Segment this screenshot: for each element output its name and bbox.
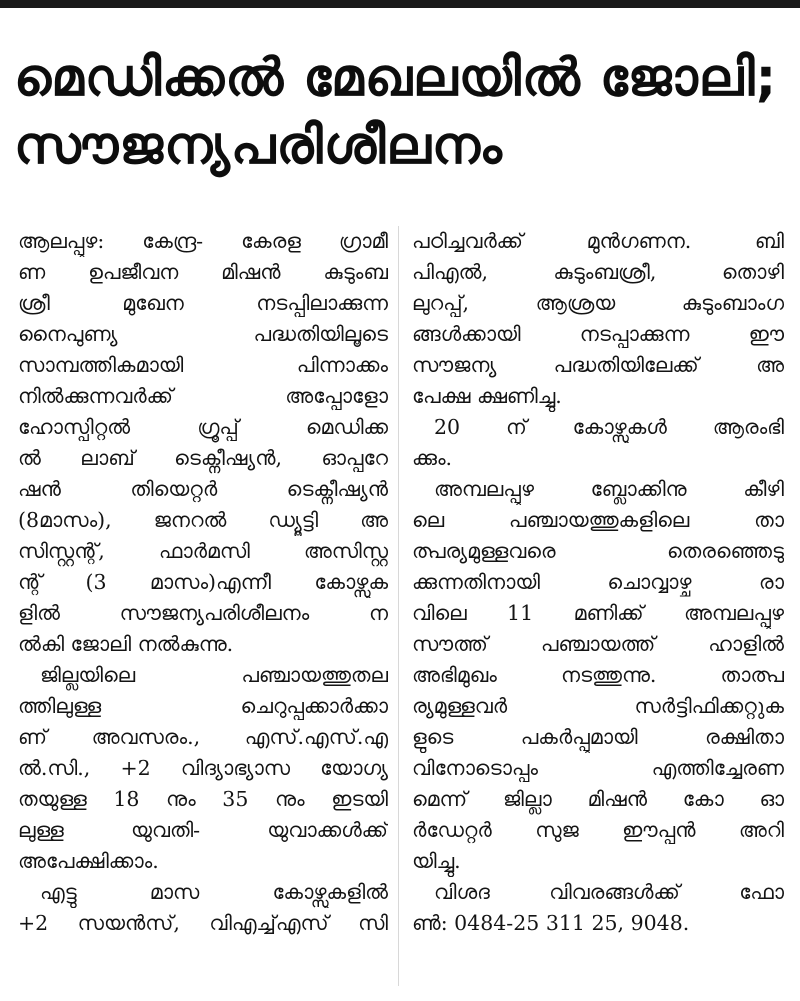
body-line: വിശദ വിവരങ്ങൾക്ക് ഫോ xyxy=(434,880,784,904)
body-line: ലെ പഞ്ചായത്തുകളിലെ താ xyxy=(412,508,784,532)
body-line: യിച്ചു. xyxy=(412,849,461,873)
body-line: പിഎൽ, കുടുംബശ്രീ, തൊഴി xyxy=(412,260,784,284)
body-line: തയുള്ള 18 നും 35 നും ഇടയി xyxy=(18,787,388,811)
body-line: ൺ: 0484-25 311 25, 9048. xyxy=(412,911,690,935)
article-column-left xyxy=(18,226,388,939)
body-line: ണ് അവസരം., എസ്.എസ്.എ xyxy=(18,725,388,749)
body-line: വിലെ 11 മണിക്ക് അമ്പലപ്പുഴ xyxy=(412,601,784,625)
body-line: ർഡേറ്റർ സുജ ഈപ്പൻ അറി xyxy=(412,818,784,842)
body-line: +2 സയൻസ്, വിഎച്ച്എസ് സി xyxy=(18,911,388,935)
body-line: എട്ടു മാസ കോഴ്സുകളിൽ xyxy=(40,880,388,904)
top-rule xyxy=(0,0,800,8)
body-line: (8മാസം), ജനറൽ ഡ്യൂട്ടി അ xyxy=(18,508,388,532)
headline-line-1: മെഡിക്കൽ മേഖലയിൽ ജോലി; xyxy=(14,48,778,108)
body-line: ഹോസ്പിറ്റൽ ഗ്രൂപ്പ് മെഡിക്ക xyxy=(18,415,388,439)
body-line: പഠിച്ചവർക്ക് മുൻഗണന. ബി xyxy=(412,229,784,253)
body-line: ക്കും. xyxy=(412,446,453,470)
body-line: ങ്ങൾക്കായി നടപ്പാക്കുന്ന ഈ xyxy=(412,322,784,346)
headline xyxy=(14,44,790,180)
body-line: ളുടെ പകർപ്പുമായി രക്ഷിതാ xyxy=(412,725,784,749)
body-line: ശ്രീ മുഖേന നടപ്പിലാക്കുന്ന xyxy=(18,291,388,315)
body-line: വിനോടൊപ്പം എത്തിച്ചേരണ xyxy=(412,756,784,780)
body-line: ജില്ലയിലെ പഞ്ചായത്തുതല xyxy=(40,663,388,687)
body-line: ളിൽ സൗജന്യപരിശീലനം ന xyxy=(18,601,388,625)
body-line: സിസ്റ്റന്റ്, ഫാർമസി അസിസ്റ്റ xyxy=(18,539,388,563)
body-line: നിൽക്കുന്നവർക്ക് അപ്പോളോ xyxy=(18,384,388,408)
body-line: ര്യമുള്ളവർ സർട്ടിഫിക്കറ്റുക xyxy=(412,694,784,718)
body-line: മെന്ന് ജില്ലാ മിഷൻ കോ ഓ xyxy=(412,787,784,811)
body-line: നൈപുണ്യ പദ്ധതിയിലൂടെ xyxy=(18,322,388,346)
body-line: ത്പര്യമുള്ളവരെ തെരഞ്ഞെടു xyxy=(412,539,784,563)
body-line: 20 ന് കോഴ്സുകൾ ആരംഭി xyxy=(434,415,784,439)
body-line: ൽ ലാബ് ടെക്നീഷ്യൻ, ഓപ്പറേ xyxy=(18,446,388,470)
body-line: ത്തിലുള്ള ചെറുപ്പക്കാർക്കാ xyxy=(18,694,388,718)
body-line: അമ്പലപ്പുഴ ബ്ലോക്കിനു കീഴി xyxy=(434,477,784,501)
body-line: ഷൻ തിയെറ്റർ ടെക്നീഷ്യൻ xyxy=(18,477,388,501)
body-line: ണ ഉപജീവന മിഷൻ കുടുംബ xyxy=(18,260,388,284)
column-divider xyxy=(398,226,399,986)
body-line: അപേക്ഷിക്കാം. xyxy=(18,849,159,873)
body-line: ലുള്ള യുവതി- യുവാക്കൾക്ക് xyxy=(18,818,388,842)
body-line: സൗത്ത് പഞ്ചായത്ത് ഹാളിൽ xyxy=(412,632,784,656)
body-line: സൗജന്യ പദ്ധതിയിലേക്ക് അ xyxy=(412,353,784,377)
body-line: ക്കുന്നതിനായി ചൊവ്വാഴ്ച രാ xyxy=(412,570,784,594)
headline-line-2: സൗജന്യപരിശീലനം xyxy=(14,116,503,176)
body-line: ആലപ്പുഴ: കേന്ദ്ര- കേരള ഗ്രാമീ xyxy=(18,229,388,253)
body-line: പേക്ഷ ക്ഷണിച്ചു. xyxy=(412,384,562,408)
article-column-right xyxy=(412,226,784,939)
body-line: അഭിമുഖം നടത്തുന്നു. താത്പ xyxy=(412,663,784,687)
body-line: ൽ.സി., +2 വിദ്യാഭ്യാസ യോഗ്യ xyxy=(18,756,388,780)
body-line: ൽകി ജോലി നൽകുന്നു. xyxy=(18,632,234,656)
body-line: ലുറപ്പ്, ആശ്രയ കുടുംബാംഗ xyxy=(412,291,784,315)
body-line: സാമ്പത്തികമായി പിന്നാക്കം xyxy=(18,353,388,377)
body-line: ന്റ് (3 മാസം)എന്നീ കോഴ്സുക xyxy=(18,570,388,594)
